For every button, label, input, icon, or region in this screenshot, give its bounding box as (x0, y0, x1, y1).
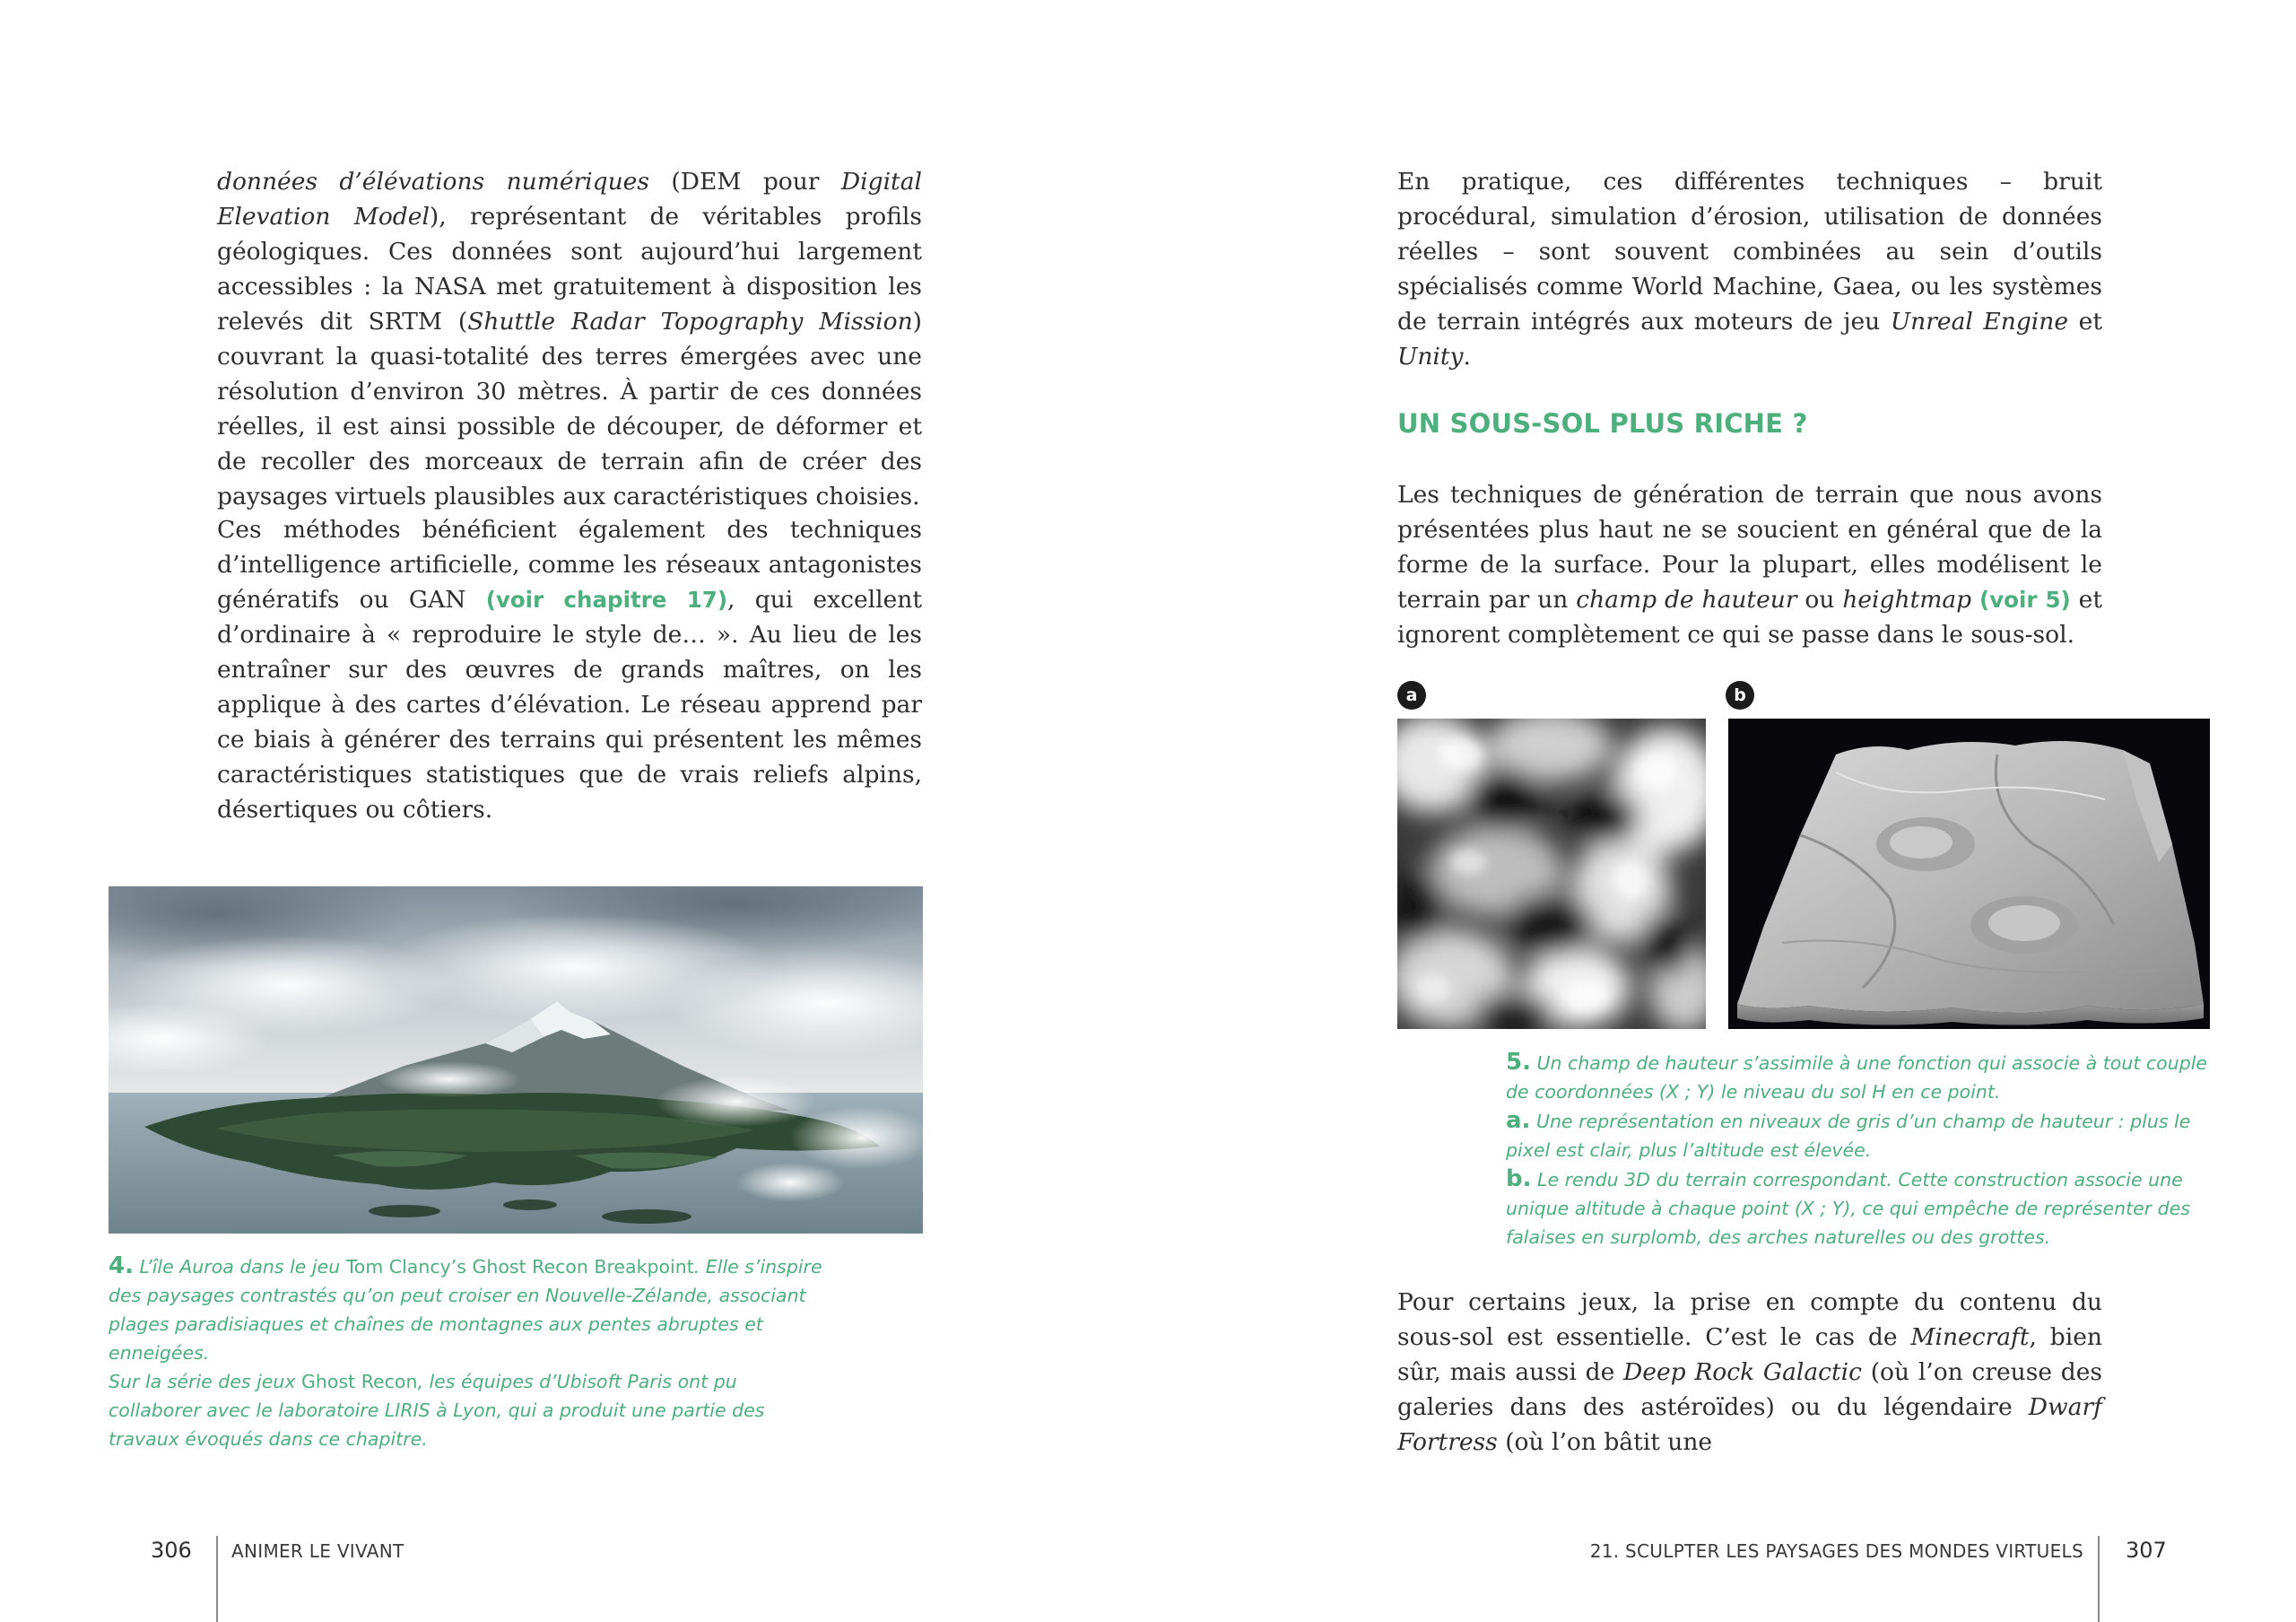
page-number-right: 307 (2126, 1538, 2167, 1563)
grayscale-noise-illustration (1397, 719, 1706, 1029)
figure-5a-heightmap-image (1397, 719, 1706, 1029)
right-paragraph-1: En pratique, ces différentes techniques – bruit procédural, simulation d’érosion, utilisation de données réelles – sont souvent combinées au sein d’outils spécialisés comme World Machine, Gaea, ou les systèmes de terrain intégrés aux moteurs de jeu Unreal Engine et Unity. (1397, 168, 2102, 371)
figure-5-caption: 5. Un champ de hauteur s’assimile à une fonction qui associe à tout couple de coordonnées (X ; Y) le niveau du sol H en ce point. a. Une représentation en niveaux de gris d’un champ de hauteur : plus le pixel est clair, plus l’altitude est élevée. b. Le rendu 3D du terrain correspondant. Cette construction associe une unique altitude à chaque point (X ; Y), ce qui empêche de représenter des falaises en surplomb, des arches naturelles ou des grottes. (1506, 1049, 2208, 1248)
figure-reference-link[interactable]: (voir 5) (1979, 587, 2071, 613)
figure-number: 5. (1506, 1049, 1531, 1076)
running-head-right: 21. SCULPTER LES PAYSAGES DES MONDES VIRTUELS (1589, 1540, 2083, 1562)
figure-5a-label: a (1397, 681, 1426, 710)
island-landscape-illustration (109, 886, 923, 1234)
figure-4-island-image (109, 886, 923, 1234)
right-paragraph-3: Pour certains jeux, la prise en compte du contenu du sous-sol est essentielle. C’est le cas de Minecraft, bien sûr, mais aussi de Deep Rock Galactic (où l’on creuse des galeries dans des astéroïdes) ou du légendaire Dwarf Fortress (où l’on bâtit une (1397, 1288, 2103, 1456)
page-number-left: 306 (151, 1538, 192, 1563)
figure-4-caption: 4. L’île Auroa dans le jeu Tom Clancy’s Ghost Recon Breakpoint. Elle s’inspire des paysages contrastés qu’on peut croiser en Nouvelle-Zélande, associant plages paradisiaques et chaînes de montagnes aux pentes abruptes et enneigées. Sur la série des jeux Ghost Recon, les équipes d’Ubisoft Paris ont pu collaborer avec le laboratoire LIRIS à Lyon, qui a produit une partie des travaux évoqués dans ce chapitre. (109, 1252, 822, 1450)
running-head-left: ANIMER LE VIVANT (231, 1540, 404, 1562)
italic-term: données d’élévations numériques (217, 168, 649, 196)
footer-divider-left (216, 1536, 218, 1622)
footer-divider-right (2098, 1536, 2100, 1622)
figure-5b-label: b (1726, 681, 1754, 710)
section-heading: UN SOUS-SOL PLUS RICHE ? (1397, 408, 1808, 439)
chapter-reference-link[interactable]: (voir chapitre 17) (485, 587, 728, 613)
3d-terrain-illustration (1728, 719, 2210, 1029)
figure-number: 4. (109, 1252, 134, 1279)
left-paragraph-1: données d’élévations numériques (DEM pour Digital Elevation Model), représentant de véritables profils géologiques. Ces données sont aujourd’hui largement accessibles : la NASA met gratuitement à disposition les relevés dit SRTM (Shuttle Radar Topography Mission) couvrant la quasi-totalité des terres émergées avec une résolution d’environ 30 mètres. À partir de ces données réelles, il est ainsi possible de découper, de déformer et de recoller des morceaux de terrain afin de créer des paysages virtuels plausibles aux caractéristiques choisies. (217, 168, 922, 510)
figure-5b-terrain-render-image (1728, 719, 2210, 1029)
left-paragraph-2: Ces méthodes bénéficient également des techniques d’intelligence artificielle, comme les réseaux antagonistes génératifs ou GAN (voir chapitre 17), qui excellent d’ordinaire à « reproduire le style de… ». Au lieu de les entraîner sur des œuvres de grands maîtres, on les applique à des cartes d’élévation. Le réseau apprend par ce biais à générer des terrains qui présentent les mêmes caractéristiques statistiques que de vrais reliefs alpins, désertiques ou côtiers. (217, 516, 922, 824)
right-paragraph-2: Les techniques de génération de terrain que nous avons présentées plus haut ne se soucient en général que de la forme de la surface. Pour la plupart, elles modélisent le terrain par un champ de hauteur ou heightmap (voir 5) et ignorent complètement ce qui se passe dans le sous-sol. (1397, 481, 2102, 649)
